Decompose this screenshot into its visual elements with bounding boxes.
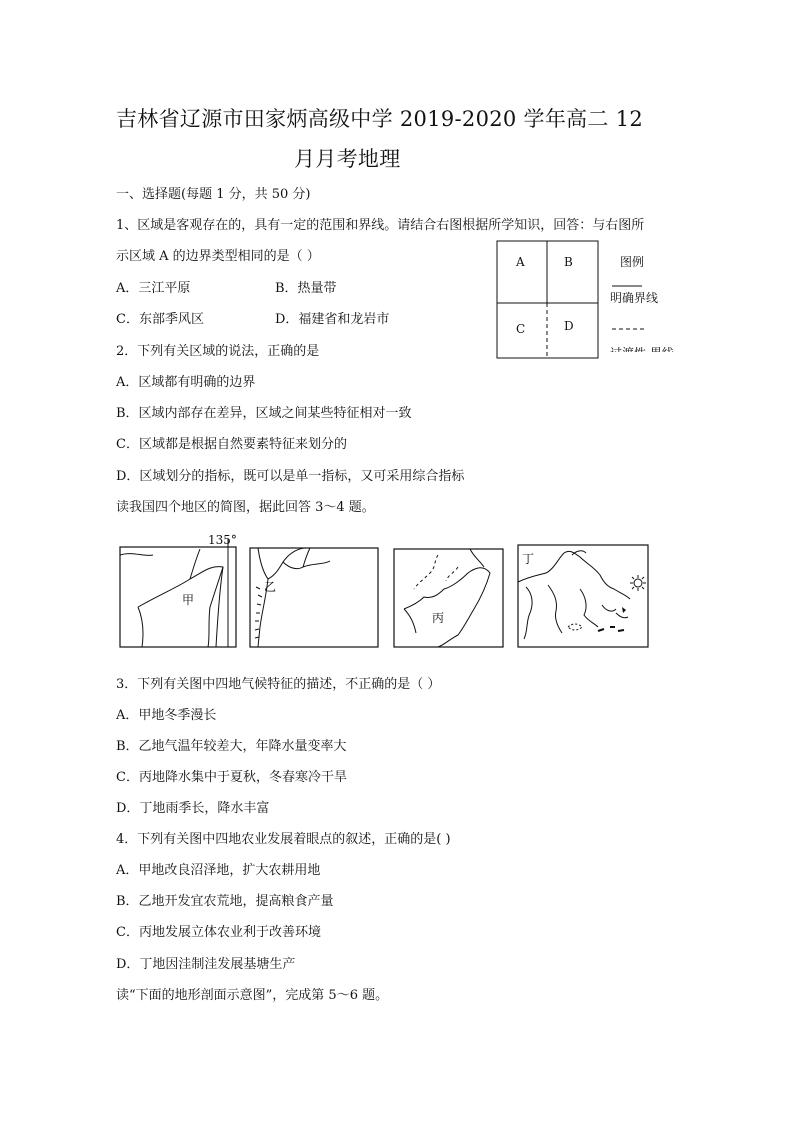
map-ding (518, 545, 648, 647)
section-heading: 一、选择题(每题 1 分，共 50 分) (116, 187, 311, 202)
maps-intro: 读我国四个地区的简图，据此回答 3～4 题。 (116, 500, 375, 515)
figure-cell-b: B (564, 255, 573, 269)
map-label-ding: 丁 (522, 552, 535, 566)
q3-stem: 3．下列有关图中四地气候特征的描述，不正确的是（ ） (116, 677, 441, 692)
page-title-line1: 吉林省辽源市田家炳高级中学 2019-2020 学年高二 12 (116, 107, 644, 131)
map-label-jia: 甲 (182, 593, 195, 607)
legend-title: 图例 (620, 255, 645, 269)
q1-option-d: D．福建省和龙岩市 (275, 312, 390, 327)
q1-boundary-figure (496, 240, 696, 365)
map-label-bing: 丙 (432, 611, 445, 625)
map-label-yi: 乙 (264, 580, 277, 594)
q2-option-a: A．区域都有明确的边界 (116, 375, 256, 390)
page-title-line2: 月月考地理 (294, 147, 401, 171)
q4-option-a: A．甲地改良沼泽地，扩大农耕用地 (116, 863, 321, 878)
figure-cell-d: D (564, 319, 574, 333)
longitude-label: 135° (208, 533, 237, 547)
q3-option-a: A．甲地冬季漫长 (116, 708, 217, 723)
q1-option-c: C．东部季风区 (116, 312, 204, 327)
map-jia (120, 533, 237, 647)
q1-option-b: B．热量带 (275, 281, 337, 296)
q2-option-c: C．区域都是根据自然要素特征来划分的 (116, 437, 347, 452)
q2-stem: 2．下列有关区域的说法，正确的是 (116, 344, 320, 359)
map-yi (250, 548, 378, 647)
q2-option-b: B．区域内部存在差异，区域之间某些特征相对一致 (116, 406, 412, 421)
figure-cell-c: C (516, 322, 526, 336)
q4-stem: 4．下列有关图中四地农业发展着眼点的叙述，正确的是( ) (116, 832, 451, 847)
q3-option-d: D．丁地雨季长，降水丰富 (116, 801, 270, 816)
q1-option-a: A．三江平原 (116, 281, 191, 296)
q1-stem-line2: 示区域 A 的边界类型相同的是（ ） (116, 249, 320, 264)
legend-solid-label: 明确界线 (610, 291, 659, 305)
q4-option-c: C．丙地发展立体农业利于改善环境 (116, 925, 321, 940)
q4-option-b: B．乙地开发宜农荒地，提高粮食产量 (116, 894, 334, 909)
q3-option-c: C．丙地降水集中于夏秋，冬春寒冷干旱 (116, 770, 347, 785)
q1-stem-line1: 1、区域是客观存在的，具有一定的范围和界线。请结合右图根据所学知识，回答：与右图所 (116, 218, 645, 233)
q4-option-d: D．丁地因洼制洼发展基塘生产 (116, 957, 296, 972)
q3-option-b: B．乙地气温年较差大，年降水量变率大 (116, 739, 347, 754)
figure-cell-a: A (516, 255, 525, 269)
region-maps-figure (118, 527, 658, 652)
q2-option-d: D．区域划分的指标，既可以是单一指标，又可采用综合指标 (116, 469, 465, 484)
map-bing (394, 549, 503, 647)
next-intro: 读“下面的地形剖面示意图”，完成第 5～6 题。 (116, 988, 389, 1003)
legend-clip-mask (600, 352, 710, 362)
